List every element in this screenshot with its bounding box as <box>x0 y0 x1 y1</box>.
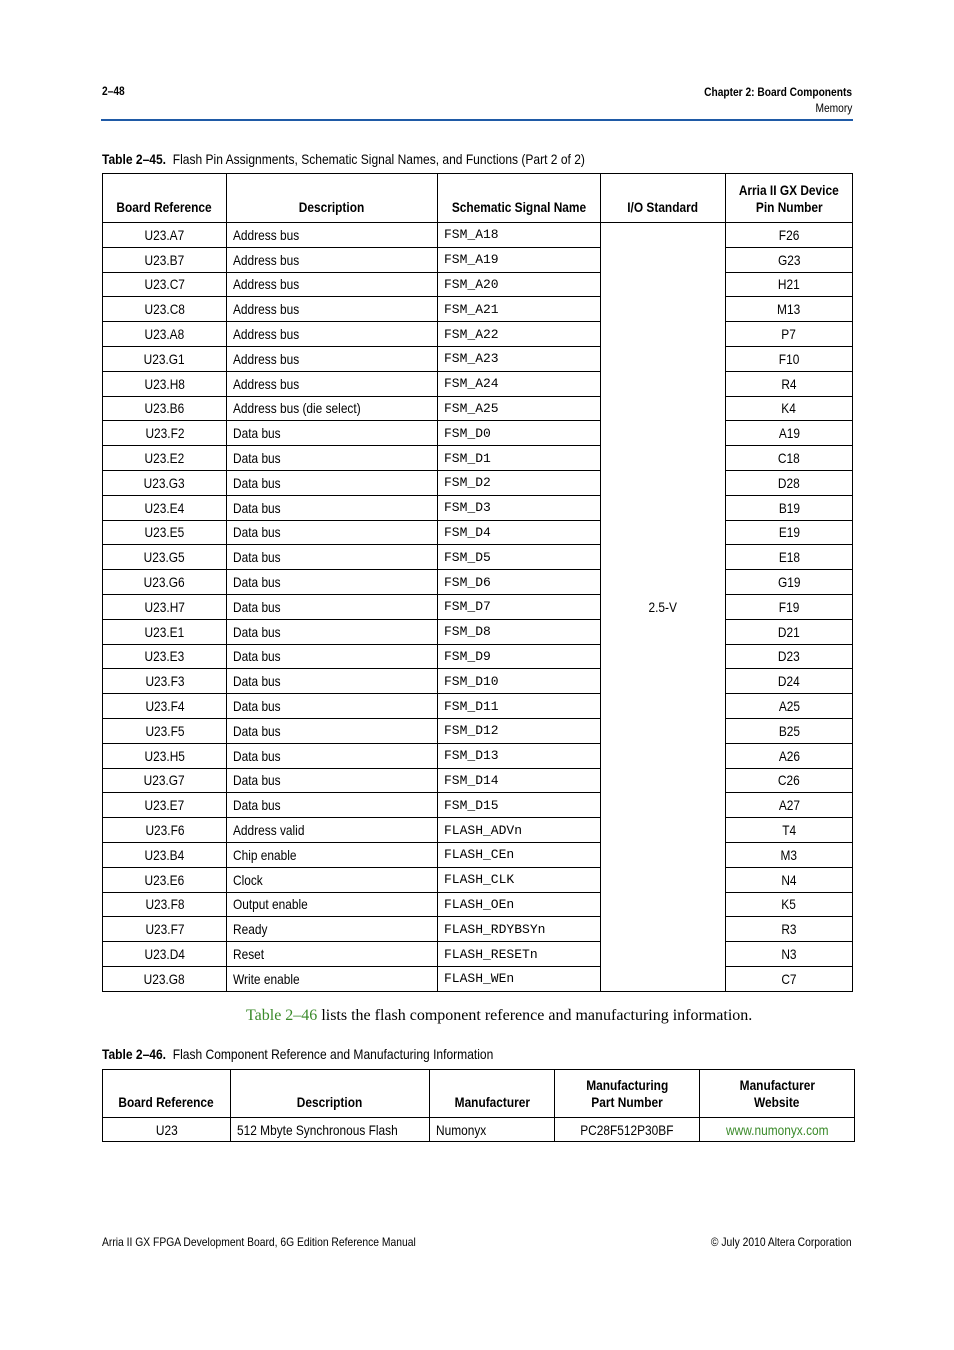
signal-name-cell: FSM_A24 <box>438 371 601 396</box>
board-reference-cell: U23.E5 <box>103 520 227 545</box>
pin-number-cell: H21 <box>726 272 853 297</box>
board-reference-cell: U23.F4 <box>103 694 227 719</box>
board-reference-cell: U23.E1 <box>103 619 227 644</box>
table-row <box>103 470 853 495</box>
board-reference-cell: U23.H7 <box>103 594 227 619</box>
board-reference-cell: U23.F2 <box>103 421 227 446</box>
signal-name-cell: FSM_D1 <box>438 446 601 471</box>
table-row <box>103 818 853 843</box>
description-cell: Ready <box>227 917 438 942</box>
pin-number-cell: F26 <box>726 223 853 248</box>
table-row <box>103 371 853 396</box>
signal-name-cell: FSM_D2 <box>438 470 601 495</box>
signal-name-cell: FSM_D11 <box>438 694 601 719</box>
table-row <box>103 917 853 942</box>
pin-number-cell: A26 <box>726 743 853 768</box>
pin-number-cell: T4 <box>726 818 853 843</box>
signal-name-cell: FSM_D8 <box>438 619 601 644</box>
description-cell: Write enable <box>227 966 438 991</box>
board-reference-cell: U23.B6 <box>103 396 227 421</box>
pin-number-cell: B19 <box>726 495 853 520</box>
description-cell: Reset <box>227 942 438 967</box>
pin-number-cell: N4 <box>726 867 853 892</box>
board-reference-cell: U23.A8 <box>103 322 227 347</box>
pin-number-cell: N3 <box>726 942 853 967</box>
board-reference-cell: U23.G1 <box>103 346 227 371</box>
table-row <box>103 446 853 471</box>
flash-component-table <box>102 1069 855 1142</box>
description-cell: Data bus <box>227 793 438 818</box>
board-reference-cell: U23.G5 <box>103 545 227 570</box>
header-rule <box>101 119 853 121</box>
part-number-cell: PC28F512P30BF <box>555 1118 700 1142</box>
board-reference-cell: U23.D4 <box>103 942 227 967</box>
description-cell: Data bus <box>227 718 438 743</box>
signal-name-cell: FSM_A23 <box>438 346 601 371</box>
col-description: Description <box>227 174 438 223</box>
col-board-reference: Board Reference <box>103 174 227 223</box>
table-row <box>103 322 853 347</box>
signal-name-cell: FLASH_ADVn <box>438 818 601 843</box>
description-cell: Address bus <box>227 297 438 322</box>
description-cell: Address bus <box>227 272 438 297</box>
website-cell <box>700 1118 855 1142</box>
table-row <box>103 942 853 967</box>
pin-number-cell: C7 <box>726 966 853 991</box>
description-cell: Data bus <box>227 520 438 545</box>
description-cell: Address bus <box>227 223 438 248</box>
board-reference-cell: U23.E2 <box>103 446 227 471</box>
description-cell: Data bus <box>227 545 438 570</box>
table-row <box>103 694 853 719</box>
table-link[interactable]: Table 2–46 <box>246 1007 318 1024</box>
signal-name-cell: FLASH_CEn <box>438 842 601 867</box>
pin-number-cell: R3 <box>726 917 853 942</box>
description-cell: Address bus <box>227 346 438 371</box>
table-row <box>103 669 853 694</box>
signal-name-cell: FSM_D13 <box>438 743 601 768</box>
signal-name-cell: FSM_A20 <box>438 272 601 297</box>
table-row <box>103 793 853 818</box>
description-cell: Data bus <box>227 743 438 768</box>
board-reference-cell: U23.E7 <box>103 793 227 818</box>
signal-name-cell: FSM_D0 <box>438 421 601 446</box>
pin-number-cell: F10 <box>726 346 853 371</box>
section-title: Memory <box>815 101 852 115</box>
table-row <box>103 545 853 570</box>
signal-name-cell: FSM_A18 <box>438 223 601 248</box>
table-row <box>103 1118 855 1142</box>
table-row <box>103 570 853 595</box>
table-row <box>103 743 853 768</box>
col-io-standard: I/O Standard <box>601 174 726 223</box>
col-part-number: Manufacturing Part Number <box>555 1070 700 1118</box>
description-cell: Address valid <box>227 818 438 843</box>
pin-number-cell: F19 <box>726 594 853 619</box>
table-row <box>103 421 853 446</box>
board-reference-cell: U23.F6 <box>103 818 227 843</box>
board-reference-cell: U23.F5 <box>103 718 227 743</box>
pin-number-cell: D24 <box>726 669 853 694</box>
board-reference-cell: U23.E6 <box>103 867 227 892</box>
table-row <box>103 966 853 991</box>
col-description: Description <box>231 1070 430 1118</box>
io-standard-cell: 2.5-V <box>601 223 726 992</box>
board-reference-cell: U23.G7 <box>103 768 227 793</box>
table-row <box>103 346 853 371</box>
chapter-title: Chapter 2: Board Components <box>704 85 852 99</box>
table-row <box>103 867 853 892</box>
description-cell: Address bus (die select) <box>227 396 438 421</box>
pin-number-cell: E18 <box>726 545 853 570</box>
signal-name-cell: FLASH_OEn <box>438 892 601 917</box>
col-pin-number: Arria II GX Device Pin Number <box>726 174 853 223</box>
description-cell: 512 Mbyte Synchronous Flash <box>231 1118 430 1142</box>
signal-name-cell: FLASH_RESETn <box>438 942 601 967</box>
table-row <box>103 892 853 917</box>
pin-number-cell: A19 <box>726 421 853 446</box>
signal-name-cell: FSM_D14 <box>438 768 601 793</box>
description-cell: Data bus <box>227 470 438 495</box>
signal-name-cell: FSM_D6 <box>438 570 601 595</box>
signal-name-cell: FSM_A21 <box>438 297 601 322</box>
description-cell: Data bus <box>227 594 438 619</box>
table-row <box>103 718 853 743</box>
board-reference-cell: U23.G3 <box>103 470 227 495</box>
col-website: Manufacturer Website <box>700 1070 855 1118</box>
col-signal-name: Schematic Signal Name <box>438 174 601 223</box>
description-cell: Address bus <box>227 371 438 396</box>
pin-number-cell: A27 <box>726 793 853 818</box>
signal-name-cell: FSM_A22 <box>438 322 601 347</box>
pin-number-cell: B25 <box>726 718 853 743</box>
description-cell: Data bus <box>227 619 438 644</box>
description-cell: Data bus <box>227 644 438 669</box>
col-board-reference: Board Reference <box>103 1070 231 1118</box>
table-row <box>103 495 853 520</box>
pin-number-cell: E19 <box>726 520 853 545</box>
signal-name-cell: FSM_D3 <box>438 495 601 520</box>
pin-number-cell: D23 <box>726 644 853 669</box>
table-row <box>103 297 853 322</box>
footer-copyright: © July 2010 Altera Corporation <box>711 1235 852 1249</box>
pin-number-cell: M3 <box>726 842 853 867</box>
website-link[interactable]: www.numonyx.com <box>725 1121 829 1138</box>
footer-manual-title: Arria II GX FPGA Development Board, 6G Edition Reference Manual <box>102 1235 416 1249</box>
signal-name-cell: FSM_D9 <box>438 644 601 669</box>
signal-name-cell: FLASH_CLK <box>438 867 601 892</box>
pin-number-cell: D21 <box>726 619 853 644</box>
description-cell: Data bus <box>227 495 438 520</box>
board-reference-cell: U23.H8 <box>103 371 227 396</box>
signal-name-cell: FSM_D10 <box>438 669 601 694</box>
pin-number-cell: K4 <box>726 396 853 421</box>
description-cell: Data bus <box>227 421 438 446</box>
pin-number-cell: G23 <box>726 247 853 272</box>
table-row <box>103 520 853 545</box>
table-row <box>103 396 853 421</box>
table45-caption: Table 2–45. Flash Pin Assignments, Schematic Signal Names, and Functions (Part 2 of 2) <box>102 151 585 167</box>
pin-number-cell: A25 <box>726 694 853 719</box>
pin-number-cell: C26 <box>726 768 853 793</box>
board-reference-cell: U23.G8 <box>103 966 227 991</box>
board-reference-cell: U23.A7 <box>103 223 227 248</box>
pin-number-cell: M13 <box>726 297 853 322</box>
description-cell: Address bus <box>227 247 438 272</box>
signal-name-cell: FSM_D12 <box>438 718 601 743</box>
board-reference-cell: U23.E4 <box>103 495 227 520</box>
table-row <box>103 619 853 644</box>
signal-name-cell: FSM_D4 <box>438 520 601 545</box>
page-number: 2–48 <box>102 84 125 98</box>
signal-name-cell: FSM_D7 <box>438 594 601 619</box>
description-cell: Data bus <box>227 694 438 719</box>
board-reference-cell: U23.F8 <box>103 892 227 917</box>
board-reference-cell: U23.B7 <box>103 247 227 272</box>
signal-name-cell: FLASH_RDYBSYn <box>438 917 601 942</box>
board-reference-cell: U23.C7 <box>103 272 227 297</box>
table-row <box>103 272 853 297</box>
description-cell: Data bus <box>227 446 438 471</box>
running-header <box>678 84 852 116</box>
pin-number-cell: C18 <box>726 446 853 471</box>
description-cell: Address bus <box>227 322 438 347</box>
pin-number-cell: D28 <box>726 470 853 495</box>
table-row <box>103 842 853 867</box>
board-reference-cell: U23.C8 <box>103 297 227 322</box>
description-cell: Chip enable <box>227 842 438 867</box>
description-cell: Clock <box>227 867 438 892</box>
description-cell: Output enable <box>227 892 438 917</box>
col-manufacturer: Manufacturer <box>430 1070 555 1118</box>
description-cell: Data bus <box>227 570 438 595</box>
board-reference-cell: U23.H5 <box>103 743 227 768</box>
board-reference-cell: U23.B4 <box>103 842 227 867</box>
signal-name-cell: FSM_A19 <box>438 247 601 272</box>
table-row <box>103 644 853 669</box>
board-reference-cell: U23.F7 <box>103 917 227 942</box>
signal-name-cell: FSM_D5 <box>438 545 601 570</box>
signal-name-cell: FSM_A25 <box>438 396 601 421</box>
manufacturer-cell: Numonyx <box>430 1118 555 1142</box>
table-row <box>103 768 853 793</box>
pin-number-cell: P7 <box>726 322 853 347</box>
signal-name-cell: FSM_D15 <box>438 793 601 818</box>
board-reference-cell: U23.F3 <box>103 669 227 694</box>
signal-name-cell: FLASH_WEn <box>438 966 601 991</box>
pin-number-cell: R4 <box>726 371 853 396</box>
table-row <box>103 223 853 248</box>
table-row <box>103 247 853 272</box>
pin-number-cell: G19 <box>726 570 853 595</box>
description-cell: Data bus <box>227 768 438 793</box>
body-paragraph: Table 2–46 lists the flash component reference and manufacturing information. <box>246 1007 753 1024</box>
board-reference-cell: U23.E3 <box>103 644 227 669</box>
description-cell: Data bus <box>227 669 438 694</box>
board-reference-cell: U23 <box>103 1118 231 1142</box>
table-row <box>103 594 853 619</box>
pin-number-cell: K5 <box>726 892 853 917</box>
flash-pin-table <box>102 173 853 992</box>
table46-caption: Table 2–46. Flash Component Reference and Manufacturing Information <box>102 1046 494 1062</box>
board-reference-cell: U23.G6 <box>103 570 227 595</box>
